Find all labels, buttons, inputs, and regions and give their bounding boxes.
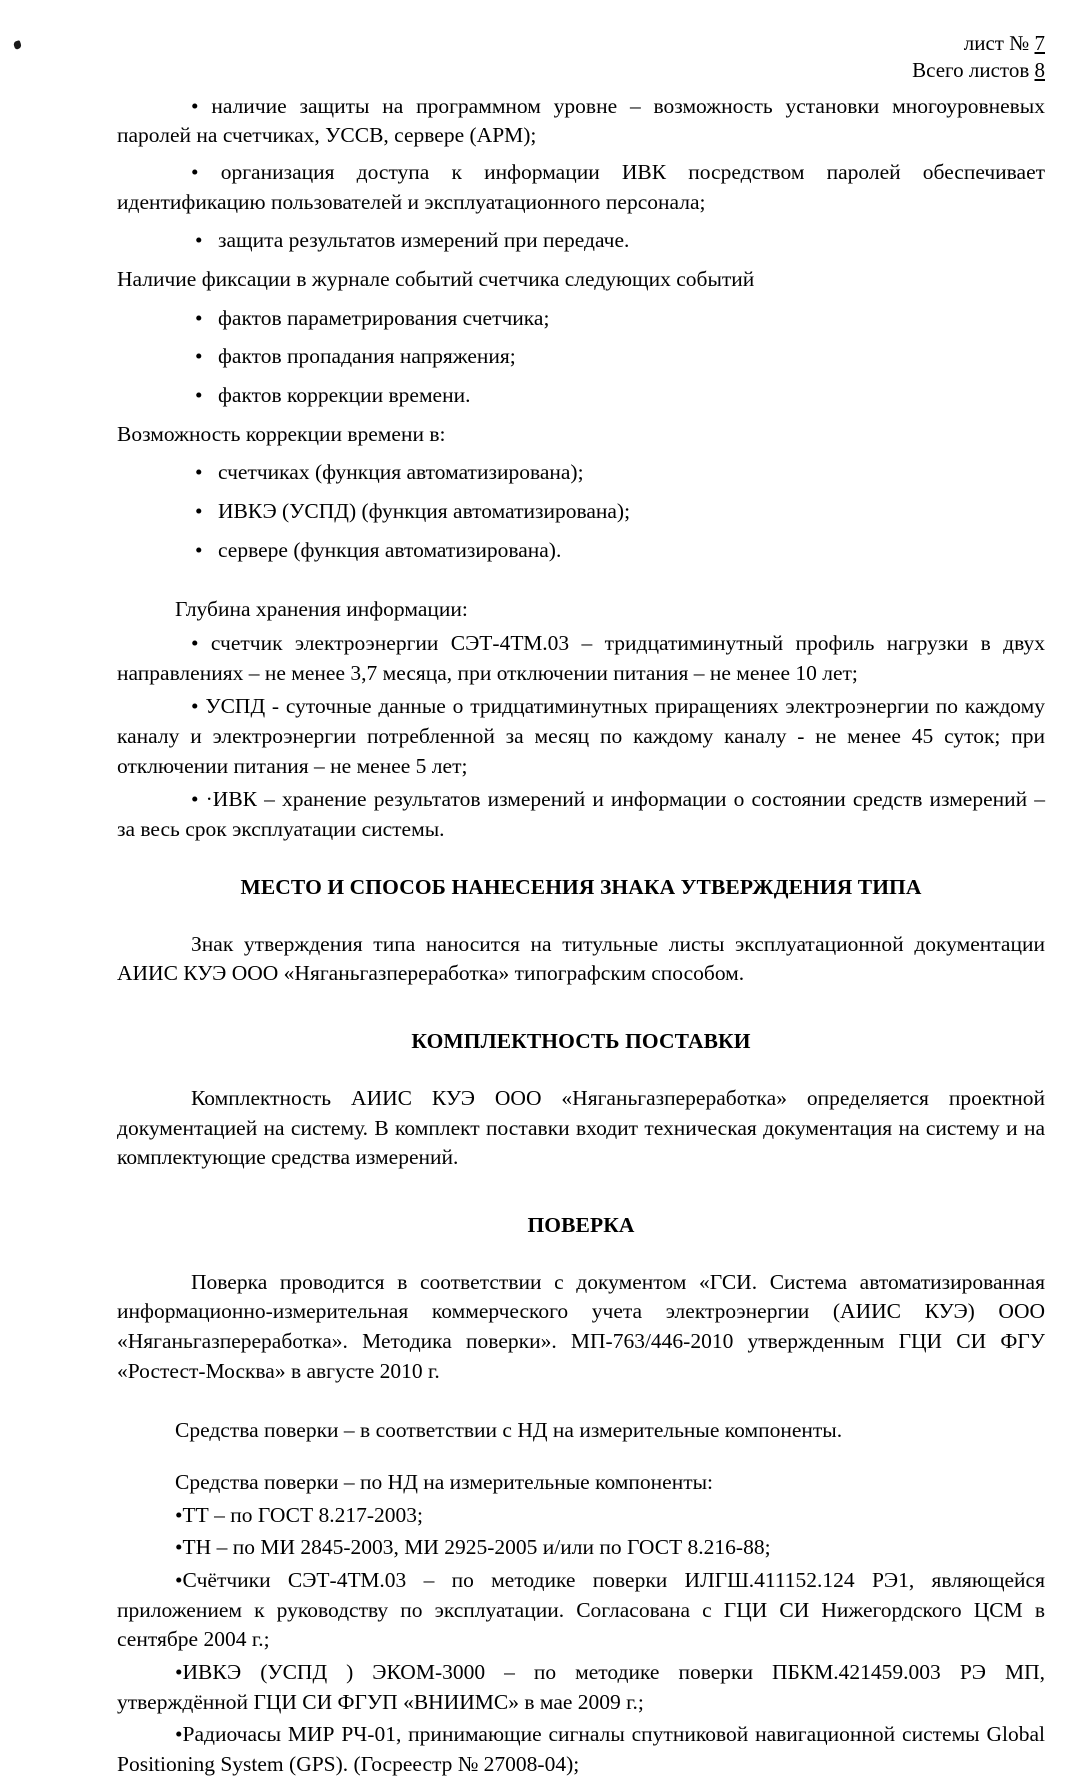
time-correction-item-3-text: сервере (функция автоматизирована). [218,537,562,562]
bullet-glyph-icon: • [195,344,203,369]
section-title-completeness: КОМПЛЕКТНОСТЬ ПОСТАВКИ [411,1028,751,1053]
spacer [117,1054,1045,1084]
time-correction-item-2-text: ИВКЭ (УСПД) (функция автоматизирована); [218,498,631,523]
spacer [117,1238,1045,1268]
events-intro: Наличие фиксации в журнале событий счетчика следующих событий [117,267,755,292]
verification-means-item-1-text: ТТ – по ГОСТ 8.217-2003; [182,1502,423,1527]
storage-intro: Глубина хранения информации: [175,597,468,622]
events-item-2-text: фактов пропадания напряжения; [218,344,516,369]
verification-means-item-4 [117,1658,1045,1717]
section-title-type-mark: МЕСТО И СПОСОБ НАНЕСЕНИЯ ЗНАКА УТВЕРЖДЕНИЯ ТИПА [240,874,922,899]
spacer [117,1173,1045,1213]
time-correction-item-3 [117,536,1045,566]
events-item-3-text: фактов коррекции времени. [218,383,471,407]
protection-item-1-text: наличие защиты на программном уровне – возможность установки многоуровневых паролей на счетчиках, УССВ, сервере (АРМ); [117,93,1045,148]
time-correction-item-2 [117,497,1045,527]
bullet-glyph-icon: • [195,305,203,330]
protection-item-1 [117,92,1045,151]
spacer [117,565,1045,595]
page-header [117,30,1045,84]
events-item-2 [117,342,1045,372]
bullet-glyph-icon: • [191,93,199,118]
sheet-number: 7 [1034,31,1045,55]
verification-paragraph: Поверка проводится в соответствии с документом «ГСИ. Система автоматизированная информационно-измерительная коммерческого учета электроэнергии (АИИС КУЭ) ООО «Няганьгазпереработка». Методика поверки». МП-763/446-2010 утвержденным ГЦИ СИ ФГУ «Ростест-Москва» в августе 2010 г. [117,1269,1045,1383]
time-correction-intro: Возможность коррекции времени в: [117,421,446,446]
bullet-glyph-icon: • [195,383,203,407]
verification-means-item-5 [117,1720,1045,1779]
bullet-glyph-icon: • [195,228,203,253]
spacer [117,900,1045,930]
time-correction-item-1-text: счетчиках (функция автоматизирована); [218,460,584,485]
bullet-glyph-icon: • [191,787,199,812]
spacer [117,1386,1045,1416]
protection-transfer-text: защита результатов измерений при передаче. [218,228,630,253]
events-item-1-text: фактов параметрирования счетчика; [218,305,550,330]
verification-means-item-2-text: ТН – по МИ 2845-2003, МИ 2925-2005 и/или по ГОСТ 8.216-88; [182,1535,771,1560]
verification-means-item-1 [117,1501,1045,1531]
bullet-glyph-icon: • [195,498,203,523]
type-mark-paragraph: Знак утверждения типа наносится на титульные листы эксплуатационной документации АИИС КУЭ ООО «Няганьгазпереработка» типографским способом. [117,931,1045,986]
verification-means-nd: Средства поверки – в соответствии с НД на измерительные компоненты. [175,1418,843,1443]
storage-item-3-text: ·ИВК – хранение результатов измерений и информации о состоянии средств измерений – за весь срок эксплуатации системы. [117,787,1045,841]
bullet-glyph-icon: • [175,1502,183,1527]
verification-means-item-3-text: Счётчики СЭТ-4ТМ.03 – по методике поверки ИЛГШ.411152.124 РЭ1, являющейся приложением к руководству по эксплуатации. Согласована с ГЦИ СИ Нижегордского ЦСМ в сентябре 2004 г.; [117,1568,1045,1652]
total-sheets-line [117,57,1045,84]
protection-item-2 [117,158,1045,217]
completeness-paragraph: Комплектность АИИС КУЭ ООО «Няганьгазпереработка» определяется проектной документацией на систему. В комплект поставки входит техническая документация на систему и на комплектующие средства измерений. [117,1085,1045,1170]
sheet-label: лист № [963,31,1030,55]
verification-means-item-5-text: Радиочасы МИР РЧ-01, принимающие сигналы спутниковой навигационной системы Global Positioning System (GPS). (Госреестр № 27008-04); [117,1722,1045,1776]
storage-item-1-text: счетчик электроэнергии СЭТ-4ТМ.03 – тридцатиминутный профиль нагрузки в двух направлениях – не менее 3,7 месяца, при отключении питания – не менее 10 лет; [117,630,1046,685]
protection-item-2-text: организация доступа к информации ИВК посредством паролей обеспечивает идентификацию пользователей и эксплуатационного персонала; [117,160,1046,214]
events-item-3 [117,381,1045,411]
spacer [117,845,1045,875]
bullet-glyph-icon: • [191,630,199,655]
verification-means-item-4-text: ИВКЭ (УСПД ) ЭКОМ-3000 – по методике поверки ПБКМ.421459.003 РЭ МП, утверждённой ГЦИ СИ ФГУП «ВНИИМС» в мае 2009 г.; [117,1660,1045,1714]
storage-item-1 [117,629,1045,688]
bullet-glyph-icon: • [175,1535,183,1560]
bullet-glyph-icon: • [195,537,203,562]
bullet-glyph-icon: • [175,1722,183,1747]
bullet-glyph-icon: • [191,694,199,719]
verification-means-intro: Средства поверки – по НД на измерительные компоненты: [175,1470,714,1495]
bullet-glyph-icon: • [191,160,199,185]
time-correction-item-1 [117,458,1045,488]
bullet-glyph-icon: • [195,460,203,485]
bullet-glyph-icon: • [175,1568,183,1593]
storage-item-2-text: УСПД - суточные данные о тридцатиминутных приращениях электроэнергии по каждому каналу и электроэнергии потребленной за месяц по каждому каналу - не менее 45 суток; при отключении питания – не менее 5 лет; [117,694,1045,778]
verification-means-item-3 [117,1566,1045,1655]
storage-item-3 [117,785,1045,844]
total-label: Всего листов [912,57,1030,82]
section-title-verification: ПОВЕРКА [527,1212,635,1237]
spacer [117,1446,1045,1468]
events-item-1 [117,304,1045,334]
storage-item-2 [117,692,1045,781]
sheet-number-line [117,30,1045,57]
protection-transfer-item [117,226,1045,256]
total-number: 8 [1034,57,1045,82]
verification-means-item-2 [117,1533,1045,1563]
bullet-glyph-icon: • [175,1660,183,1685]
spacer [117,989,1045,1029]
scan-artifact-speck [13,40,22,50]
